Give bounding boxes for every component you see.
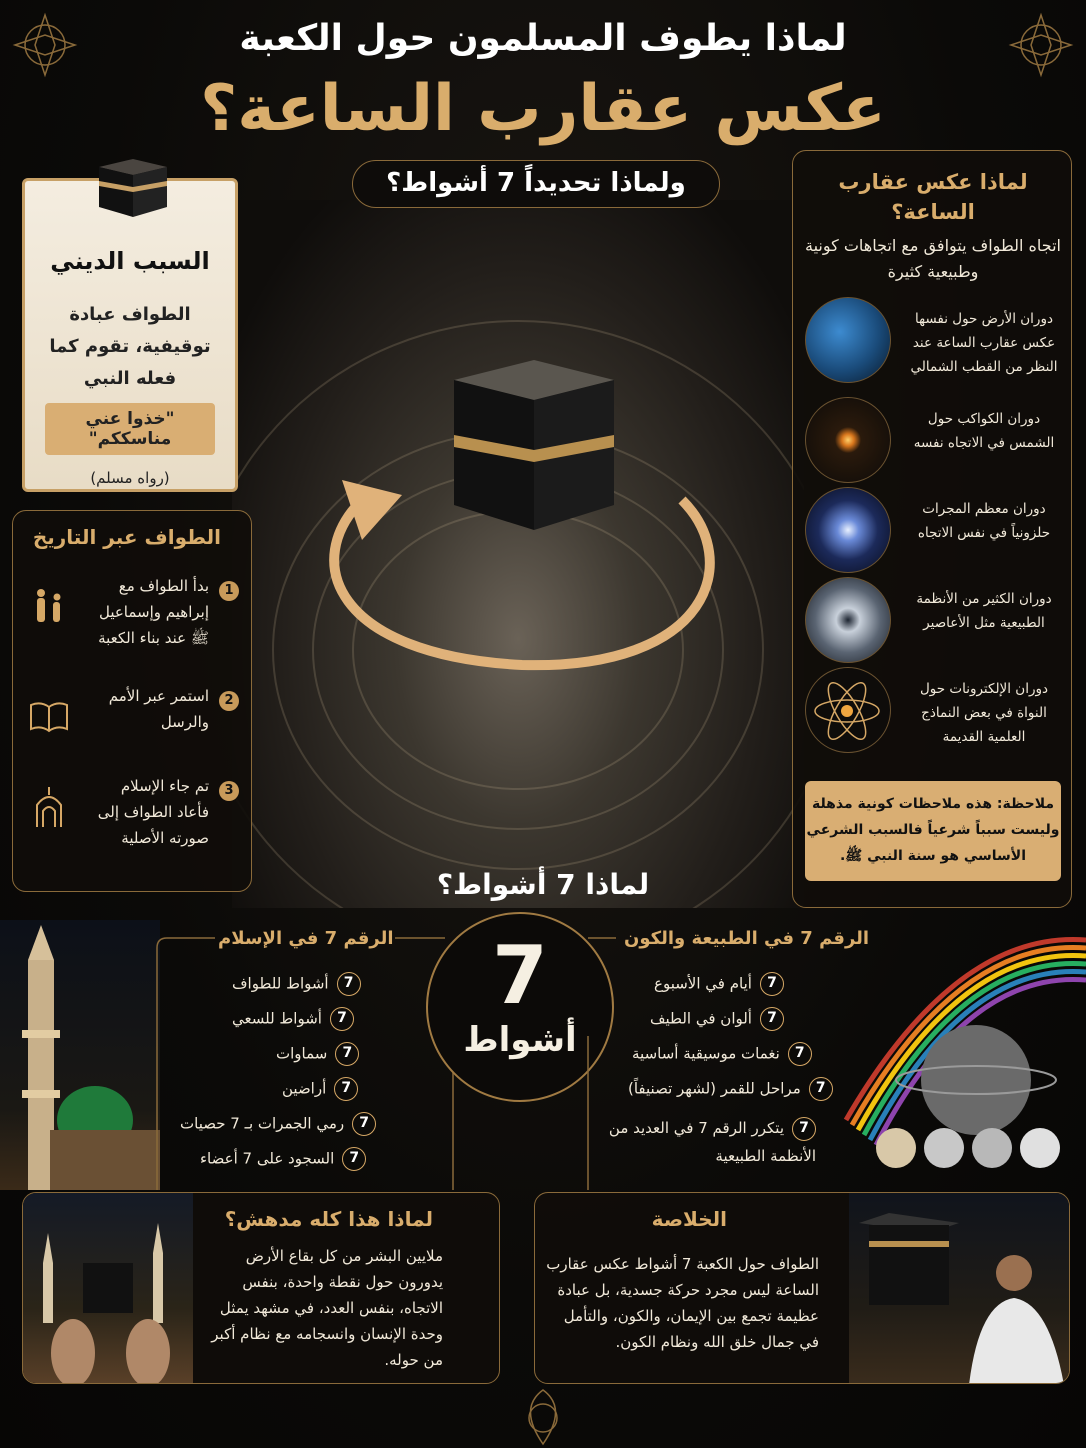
why-seven-heading: لماذا 7 أشواط؟ — [436, 868, 650, 901]
history-item-text: استمر عبر الأمم والرسل — [108, 687, 209, 731]
atom-icon — [805, 667, 891, 753]
history-item — [23, 683, 239, 773]
orb-item-text: دوران الكواكب حول الشمس في الاتجاه نفسه — [913, 411, 1055, 451]
note-box: ملاحظة: هذه ملاحظات كونية مذهلة وليست سبباً شرعياً فالسبب الشرعي الأساسي هو سنة النبي ﷺ. — [805, 781, 1061, 881]
subtitle-pill: ولماذا تحديداً 7 أشواط؟ — [352, 160, 720, 208]
amazing-panel — [22, 1192, 500, 1384]
amazing-text: ملايين البشر من كل بقاع الأرض يدورون حول نقطة واحدة، بنفس الاتجاه، بنفس العدد، في مشهد يمثل وحدة الإنسان وانسجامه مع نظام أكبر من حوله. — [211, 1247, 443, 1369]
history-item-number: 1 — [219, 581, 239, 601]
orb-item-text: دوران معظم المجرات حلزونياً في نفس الاتجاه — [917, 501, 1051, 541]
islam-list-item: 7السجود على 7 أعضاء — [200, 1147, 366, 1173]
orb-item — [805, 487, 1063, 571]
orb-item — [805, 667, 1063, 751]
nature-list-title: الرقم 7 في الطبيعة والكون — [624, 928, 870, 949]
history-heading: الطواف عبر التاريخ — [32, 525, 221, 549]
kaaba-icon — [95, 155, 171, 221]
counterclockwise-heading: لماذا عكس عقارب الساعة؟ — [838, 170, 1028, 224]
nature-list-item: 7أيام في الأسبوع — [654, 972, 784, 998]
big-seven-number: 7 — [492, 929, 548, 1022]
history-item-number: 2 — [219, 691, 239, 711]
islam-list-item: 7أشواط للسعي — [232, 1007, 354, 1033]
summary-title: الخلاصة — [651, 1207, 727, 1231]
nature-list-item: 7ألوان في الطيف — [650, 1007, 784, 1033]
kaaba-icon — [444, 350, 624, 540]
amazing-title: لماذا هذا كله مدهش؟ — [224, 1207, 433, 1231]
nature-list-item: 7مراحل للقمر (لشهر تصنيفاً) — [628, 1077, 833, 1103]
pilgrim-photo — [849, 1193, 1069, 1384]
history-item — [23, 573, 239, 663]
earth-icon — [805, 297, 891, 383]
two-figures-icon — [27, 585, 71, 629]
orb-item — [805, 297, 1063, 381]
hadith-quote: "خذوا عني مناسككم" — [45, 403, 215, 455]
main-title: لماذا يطوف المسلمون حول الكعبة — [239, 18, 847, 59]
praying-hands-photo — [23, 1193, 193, 1384]
summary-panel — [534, 1192, 1070, 1384]
orb-item-text: دوران الكثير من الأنظمة الطبيعية مثل الأعاصير — [916, 591, 1052, 631]
religious-reason-heading: السبب الديني — [50, 247, 210, 275]
mosque-photo — [0, 920, 160, 1190]
history-item-number: 3 — [219, 781, 239, 801]
orb-item-text: دوران الأرض حول نفسها عكس عقارب الساعة عند النظر من القطب الشمالي — [910, 311, 1058, 375]
religious-reason-body: الطواف عبادة توقيفية، تقوم كما فعله النبي — [49, 304, 211, 389]
islam-list-item: 7أراضين — [282, 1077, 358, 1103]
kaaba-photo — [232, 200, 804, 908]
open-book-icon — [27, 695, 71, 739]
history-panel — [12, 510, 252, 892]
orb-item — [805, 397, 1063, 481]
nature-list-item: 7نغمات موسيقية أساسية — [632, 1042, 812, 1068]
solar-system-icon — [805, 397, 891, 483]
islam-list-title: الرقم 7 في الإسلام — [218, 928, 394, 949]
islam-list-item: 7أشواط للطواف — [232, 972, 361, 998]
mosque-gate-icon — [27, 785, 71, 829]
counterclockwise-panel — [792, 150, 1072, 908]
big-seven-word: أشواط — [463, 1020, 577, 1060]
islam-list-item: 7رمي الجمرات بـ 7 حصيات — [180, 1112, 376, 1138]
orb-item-text: دوران الإلكترونات حول النواة في بعض النماذج العلمية القديمة — [919, 681, 1049, 745]
history-item-text: تم جاء الإسلام فأعاد الطواف إلى صورته الأصلية — [97, 777, 209, 847]
nature-list-item: 7يتكرر الرقم 7 في العديد من الأنظمة الطبيعية — [604, 1114, 816, 1174]
summary-text: الطواف حول الكعبة 7 أشواط عكس عقارب الساعة ليس مجرد حركة جسدية، بل عبادة عظيمة تجمع بين الإيمان، والكون، والتأمل في جمال خلق الله ونظام الكون. — [546, 1255, 819, 1351]
counterclockwise-intro: اتجاه الطواف يتوافق مع اتجاهات كونية وطبيعية كثيرة — [805, 236, 1061, 281]
orb-item — [805, 577, 1063, 661]
hurricane-icon — [805, 577, 891, 663]
bottom-ornament-icon — [493, 1388, 593, 1446]
galaxy-icon — [805, 487, 891, 573]
religious-reason-card — [22, 178, 238, 492]
minaret-icon — [0, 920, 160, 1190]
hadith-source: (رواه مسلم) — [90, 469, 170, 487]
main-title-highlight: عكس عقارب الساعة؟ — [200, 72, 886, 146]
history-item — [23, 773, 239, 863]
history-item-text: بدأ الطواف مع إبراهيم وإسماعيل ﷺ عند بناء الكعبة — [98, 577, 209, 647]
islam-list-item: 7سماوات — [276, 1042, 359, 1068]
